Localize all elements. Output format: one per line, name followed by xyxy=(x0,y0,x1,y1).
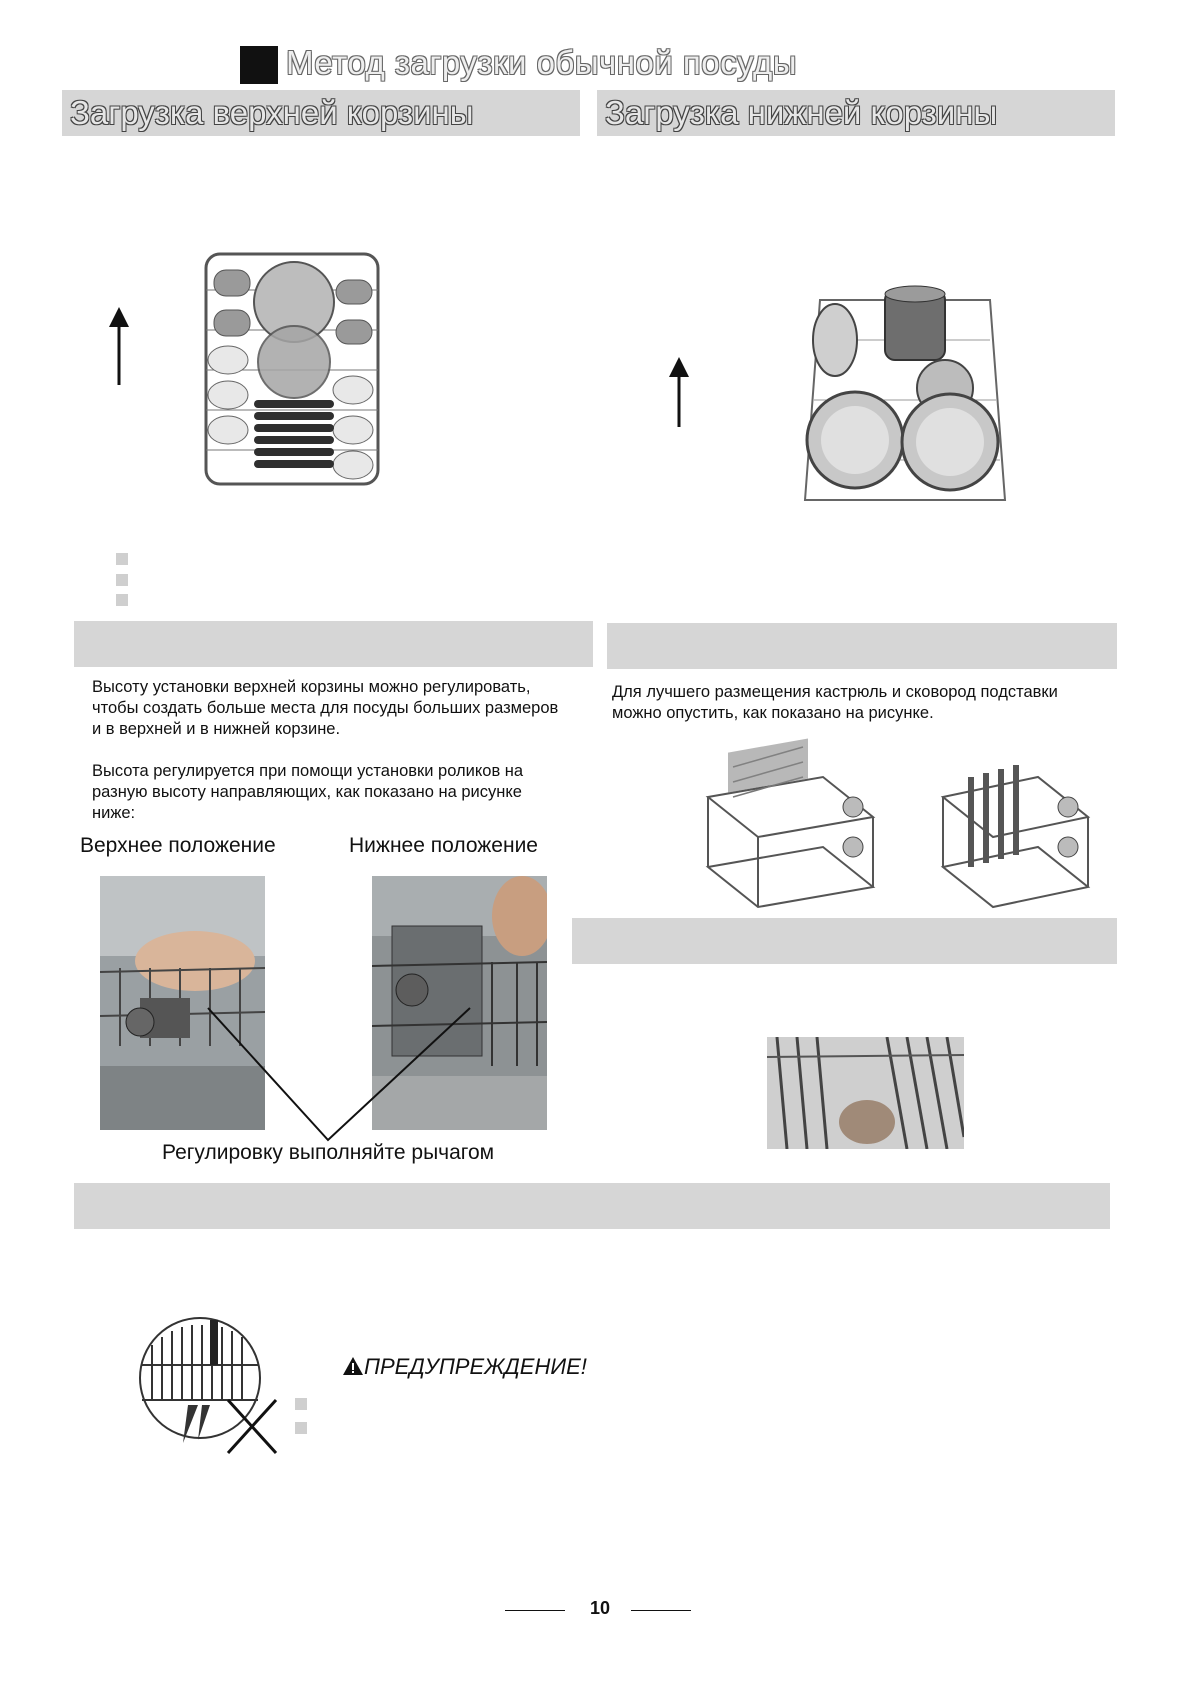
lower-basket-illustration xyxy=(800,280,1010,520)
bullet xyxy=(295,1422,307,1434)
bullet xyxy=(295,1398,307,1410)
warning-triangle-icon xyxy=(342,1356,364,1376)
title-marker xyxy=(240,46,278,84)
lower-basket-title: Загрузка нижней корзины xyxy=(605,94,998,131)
racks-up-illustration xyxy=(703,737,878,912)
footer-rule-left xyxy=(505,1610,565,1611)
lower-position-label: Нижнее положение xyxy=(349,834,538,857)
front-arrow-icon xyxy=(105,305,135,390)
bullet xyxy=(116,553,128,565)
warning-text: ПРЕДУПРЕЖДЕНИЕ xyxy=(364,1354,581,1379)
lever-caption: Регулировку выполняйте рычагом xyxy=(162,1141,495,1164)
adjust-paragraph-2: Высота регулируется при помощи установки роликов на разную высоту направляющих, как показано на рисунке ниже: xyxy=(92,762,524,822)
upper-basket-header xyxy=(62,90,580,136)
upper-position-label: Верхнее положение xyxy=(80,834,276,857)
lower-basket-header xyxy=(597,90,1115,136)
knife-rack-illustration xyxy=(138,1315,283,1455)
rack-photo xyxy=(767,1037,964,1149)
warning-label xyxy=(342,1354,587,1380)
upper-basket-illustration xyxy=(198,250,388,500)
adjust-paragraph-1: Высоту установки верхней корзины можно регулировать, чтобы создать больше места для посуды больших размеров и в верхней и в нижней корзине. xyxy=(92,678,559,738)
warning-mark: ! xyxy=(580,1354,587,1379)
racks-header xyxy=(607,623,1117,669)
page-title: Метод загрузки обычной посуды xyxy=(286,44,798,81)
bullet xyxy=(116,594,128,606)
bullet xyxy=(116,574,128,586)
bottom-section-header xyxy=(74,1183,1110,1229)
footer-rule-right xyxy=(631,1610,691,1611)
upper-adjust-header xyxy=(74,621,593,667)
front-arrow-icon xyxy=(665,355,695,430)
racks-paragraph: Для лучшего размещения кастрюль и сковород подставки можно опустить, как показано на рисунке. xyxy=(612,683,1058,722)
racks-sub-header xyxy=(572,918,1117,964)
page-number: 10 xyxy=(590,1598,611,1618)
lever-pointer-lines xyxy=(200,1000,480,1150)
racks-down-illustration xyxy=(938,737,1093,912)
upper-basket-title: Загрузка верхней корзины xyxy=(70,94,474,131)
